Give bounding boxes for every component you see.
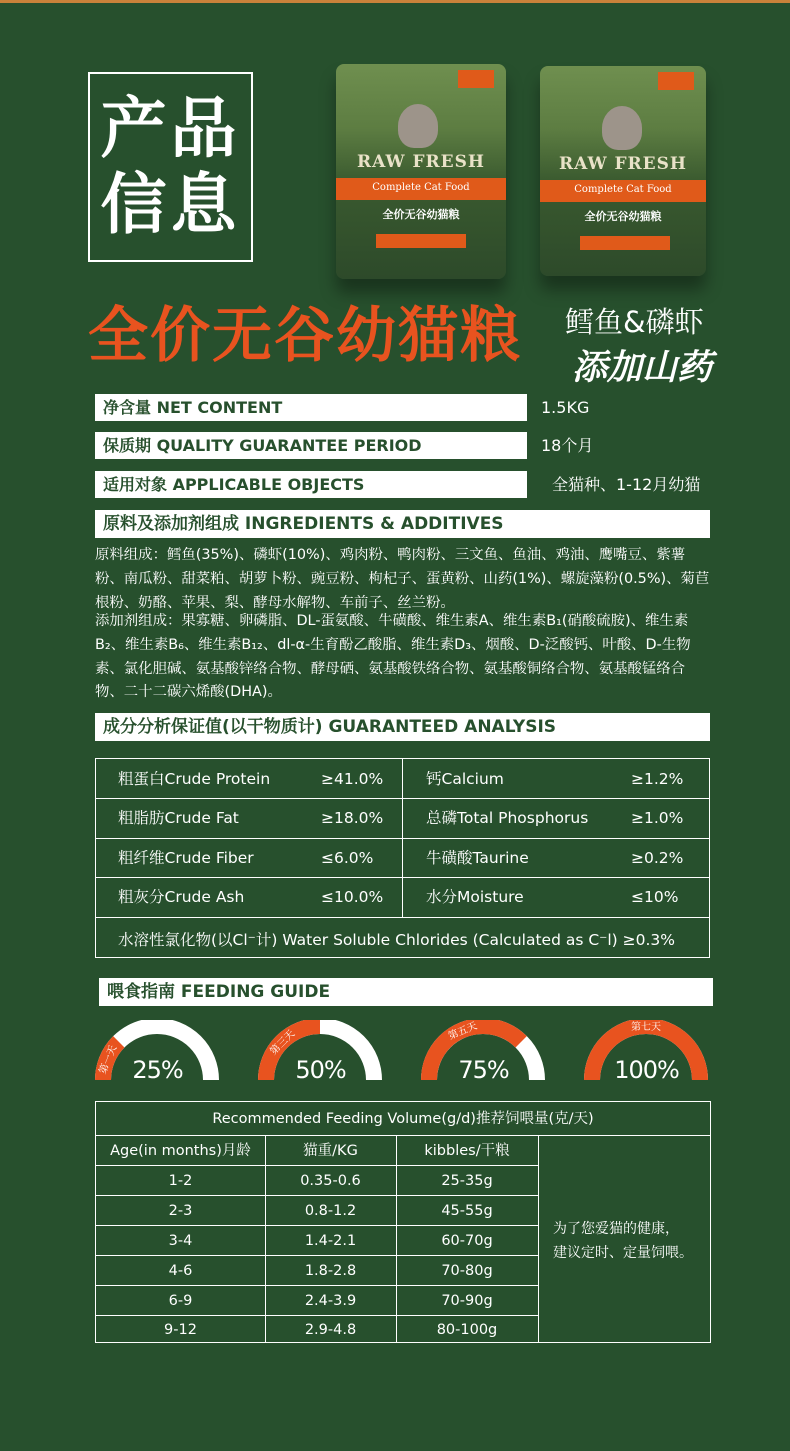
calcium-name: 钙Calcium: [426, 770, 504, 788]
bag-logo: [458, 70, 494, 88]
gauge-percent: 50%: [295, 1056, 346, 1084]
product-info-title-box: [88, 72, 253, 262]
feeding-note-line-2: 建议定时、定量饲喂。: [553, 1245, 693, 1261]
raw-ingredients-text: 原料组成：鳕鱼(35%)、磷虾(10%)、鸡肉粉、鸭肉粉、三文鱼、鱼油、鸡油、鹰嘴豆、紫薯粉、南瓜粉、甜菜粕、胡萝卜粉、豌豆粉、枸杞子、蛋黄粉、山药(1%)、螺旋藻粉(0.5%)、菊苣根粉、奶酪、苹果、梨、酵母水解物、车前子、丝兰粉。: [95, 547, 710, 611]
table-cell: 1.8-2.8: [304, 1263, 357, 1279]
gauge-percent: 100%: [614, 1056, 679, 1084]
gauge-day-7: [584, 1020, 709, 1085]
protein-name: 粗蛋白Crude Protein: [118, 770, 271, 788]
kitten-image: [602, 106, 642, 150]
ash-value: ≤10.0%: [321, 888, 384, 906]
bag-product-name: 全价无谷幼猫粮: [584, 210, 662, 223]
tagline-yam: 添加山药: [572, 347, 713, 388]
product-bag-side: [540, 66, 706, 276]
tagline-cod-krill: 鳕鱼&磷虾: [565, 305, 704, 339]
table-cell: 70-90g: [441, 1293, 493, 1309]
net-content-label: 净含量 NET CONTENT: [95, 394, 527, 421]
analysis-row-line: [96, 917, 709, 918]
col-header-weight: 猫重/KG: [303, 1143, 358, 1159]
bag-subtitle: Complete Cat Food: [372, 182, 470, 193]
gauge-day-label: 第五天: [446, 1020, 479, 1043]
title-line-1: 产品: [100, 90, 241, 167]
fat-value: ≥18.0%: [321, 809, 384, 827]
product-name: 全价无谷幼猫粮: [88, 301, 522, 371]
gauge-day-3: [258, 1020, 383, 1085]
gauge-day-1: [95, 1020, 220, 1085]
table-vline: [538, 1135, 539, 1342]
bag-subtitle: Complete Cat Food: [574, 184, 672, 195]
bag-brand: RAW FRESH: [357, 152, 485, 172]
feeding-table: [95, 1101, 711, 1343]
gauge-day-label: 第七天: [631, 1022, 661, 1033]
table-cell: 60-70g: [441, 1233, 493, 1249]
table-line: [96, 1315, 538, 1316]
gauge-percent: 25%: [132, 1056, 183, 1084]
table-cell: 2.4-3.9: [304, 1293, 357, 1309]
bag-logo: [658, 72, 694, 90]
feeding-note-line-1: 为了您爱猫的健康，: [553, 1221, 679, 1237]
taurine-value: ≥0.2%: [631, 849, 684, 867]
chloride-row: 水溶性氯化物(以Cl⁻计) Water Soluble Chlorides (Calculated as C⁻l) ≥0.3%: [118, 931, 675, 949]
table-line: [96, 1195, 538, 1196]
title-line-2: 信息: [100, 166, 241, 243]
table-cell: 2-3: [168, 1203, 193, 1219]
gauge-percent: 75%: [458, 1056, 509, 1084]
table-cell: 4-6: [168, 1263, 193, 1279]
calcium-value: ≥1.2%: [631, 770, 684, 788]
analysis-heading: 成分分析保证值(以干物质计) GUARANTEED ANALYSIS: [95, 713, 710, 741]
table-cell: 9-12: [164, 1322, 197, 1338]
table-cell: 0.8-1.2: [304, 1203, 357, 1219]
table-cell: 3-4: [168, 1233, 193, 1249]
kitten-image: [398, 104, 438, 148]
col-header-kibbles: kibbles/干粮: [424, 1143, 510, 1159]
ingredients-heading: 原料及添加剂组成 INGREDIENTS & ADDITIVES: [95, 510, 710, 538]
fiber-name: 粗纤维Crude Fiber: [118, 849, 254, 867]
table-line: [96, 1255, 538, 1256]
table-cell: 45-55g: [441, 1203, 493, 1219]
bag-orange-tag: [580, 236, 670, 250]
fiber-value: ≤6.0%: [321, 849, 374, 867]
bag-brand: RAW FRESH: [559, 154, 687, 174]
table-cell: 1.4-2.1: [304, 1233, 357, 1249]
analysis-row-line: [96, 798, 709, 799]
moisture-name: 水分Moisture: [426, 888, 524, 906]
table-cell: 1-2: [168, 1173, 193, 1189]
col-header-age: Age(in months)月龄: [110, 1143, 251, 1159]
table-line: [96, 1285, 538, 1286]
top-border-line: [0, 0, 790, 3]
table-cell: 80-100g: [436, 1322, 498, 1338]
moisture-value: ≤10%: [631, 888, 679, 906]
gauge-day-label: 第一天: [97, 1043, 120, 1076]
feeding-note: [553, 1217, 703, 1265]
feeding-table-title: Recommended Feeding Volume(g/d)推荐饲喂量(克/天): [212, 1111, 594, 1127]
table-cell: 70-80g: [441, 1263, 493, 1279]
feeding-heading: 喂食指南 FEEDING GUIDE: [99, 978, 713, 1006]
table-cell: 0.35-0.6: [300, 1173, 361, 1189]
table-line: [96, 1225, 538, 1226]
applicable-objects-label: 适用对象 APPLICABLE OBJECTS: [95, 471, 527, 498]
taurine-name: 牛磺酸Taurine: [426, 849, 529, 867]
table-cell: 6-9: [168, 1293, 193, 1309]
analysis-row-line: [96, 838, 709, 839]
phosphorus-value: ≥1.0%: [631, 809, 684, 827]
gauge-day-5: [421, 1020, 546, 1085]
fat-name: 粗脂肪Crude Fat: [118, 809, 239, 827]
table-cell: 25-35g: [441, 1173, 493, 1189]
guarantee-period-label: 保质期 QUALITY GUARANTEE PERIOD: [95, 432, 527, 459]
phosphorus-name: 总磷Total Phosphorus: [426, 809, 589, 827]
applicable-objects-value: 全猫种、1-12月幼猫: [552, 475, 701, 494]
bag-orange-tag: [376, 234, 466, 248]
table-line: [96, 1135, 710, 1136]
net-content-value: 1.5KG: [541, 398, 590, 417]
product-bag-front: [336, 64, 506, 279]
guarantee-period-value: 18个月: [541, 436, 594, 455]
bag-product-name: 全价无谷幼猫粮: [382, 208, 460, 221]
table-cell: 2.9-4.8: [304, 1322, 357, 1338]
protein-value: ≥41.0%: [321, 770, 384, 788]
additives-text: 添加剂组成：果寡糖、卵磷脂、DL-蛋氨酸、牛磺酸、维生素A、维生素B₁(硝酸硫胺)、维生素B₂、维生素B₆、维生素B₁₂、dl-α-生育酚乙酸脂、维生素D₃、烟酸、D-泛酸钙、叶酸、D-生物素、氯化胆碱、氨基酸锌络合物、酵母硒、氨基酸铁络合物、氨基酸铜络合物、氨基酸锰络合物、二十二碳六烯酸(DHA)。: [95, 613, 691, 701]
ash-name: 粗灰分Crude Ash: [118, 888, 245, 906]
analysis-table: [95, 758, 710, 958]
analysis-row-line: [96, 877, 709, 878]
gauge-day-label: 第三天: [268, 1028, 298, 1058]
table-line: [96, 1165, 538, 1166]
